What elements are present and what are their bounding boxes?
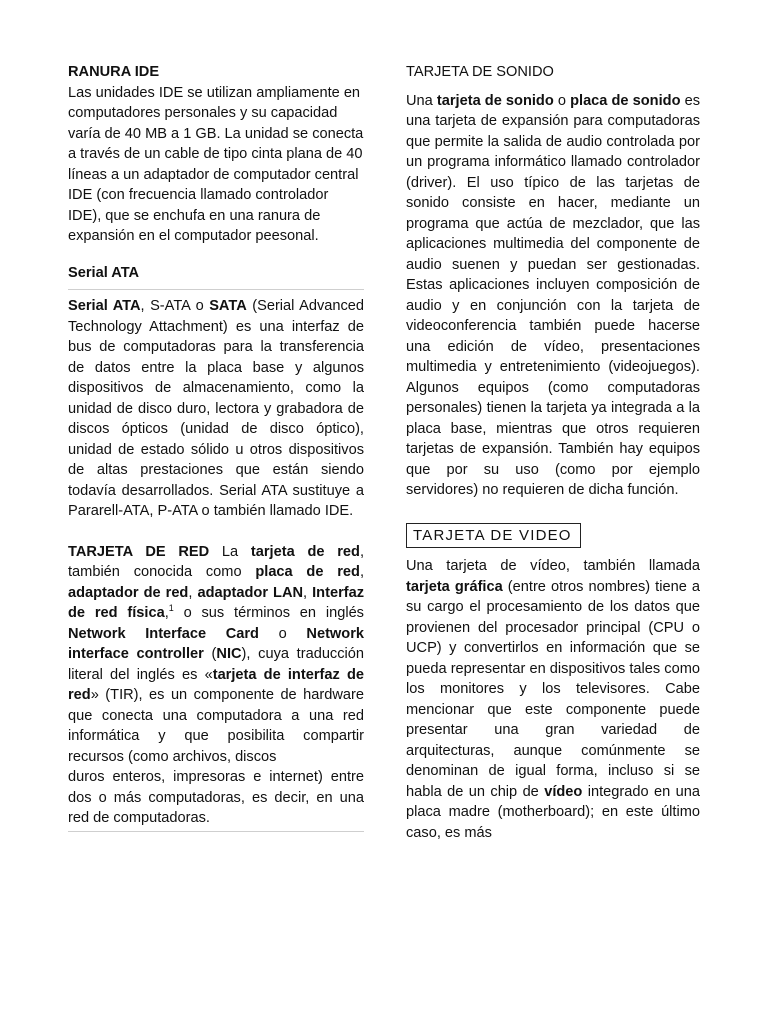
right-column <box>406 62 700 843</box>
video-body: Una tarjeta de vídeo, también llamada tarjeta gráfica (entre otros nombres) tiene a su cargo el procesamiento de los datos que provienen del procesador principal (CPU o UCP) y convertirlos en información que se pueda representar en dispositivos tales como los monitores y los televisores. Cabe mencionar que este componente puede presentar una gran variedad de arquitecturas, aunque comúnmente se denominan de igual forma, incluso si se habla de un chip de vídeo integrado en una placa madre (motherboard); en este último caso, es más <box>406 558 701 841</box>
left-column <box>68 62 364 832</box>
footnote-ref[interactable]: 1 <box>168 603 174 614</box>
section-tarjeta-de-red <box>68 542 364 832</box>
red-body-cont: duros enteros, impresoras e internet) entre dos o más computadoras, es decir, en una red de computadoras. <box>68 767 364 832</box>
sata-heading: Serial ATA <box>68 263 364 291</box>
section-ranura-ide <box>68 62 364 247</box>
ide-heading: RANURA IDE <box>68 64 160 80</box>
sata-body: Serial ATA, S-ATA o SATA (Serial Advanced Technology Attachment) es una interfaz de bus de computadoras para la transferencia de datos entre la placa base y algunos dispositivos de almacenamiento, como la unidad de disco duro, lectora y grabadora de discos ópticos (unidad de disco óptico), unidad de estado sólido u otros dispositivos de altas prestaciones que están siendo todavía desarrollados. Serial ATA sustituye a Pararell-ATA, P-ATA o también llamado IDE. <box>68 298 365 519</box>
section-serial-ata <box>68 263 364 522</box>
ide-body: Las unidades IDE se utilizan ampliamente en computadores personales y su capacidad varía de 40 MB a 1 GB. La unidad se conecta a través de un cable de tipo cinta plana de 40 líneas a un adaptador de computador central IDE (con frecuencia llamado controlador IDE), que se enchufa en una ranura de expansión en el computador peesonal. <box>68 84 364 244</box>
section-tarjeta-de-video <box>406 501 700 844</box>
red-body: TARJETA DE RED La tarjeta de red, también conocida como placa de red, adaptador de red, adaptador LAN, Interfaz de red física,$^1$ o sus términos en inglés Network Interface Card o Network interface controller (NIC), cuya traducción literal del inglés es «tarjeta de interfaz de red» (TIR), es un componente de hardware que conecta una computadora a una red informática y que posibilita compartir recursos (como archivos, discos <box>68 543 365 765</box>
sonido-heading: TARJETA DE SONIDO <box>406 64 554 80</box>
video-heading: TARJETA DE VIDEO <box>406 523 581 549</box>
sonido-body: Una tarjeta de sonido o placa de sonido es una tarjeta de expansión para computadoras que permite la salida de audio controlada por un programa informático llamado controlador (driver). El uso típico de las tarjetas de sonido consiste en hacer, mediante un programa que actúa de mezclador, que las aplicaciones multimedia del componente de audio suenen y puedan ser gestionadas. Estas aplicaciones incluyen composición de audio y en conjunción con la tarjeta de videoconferencia también puede hacerse una edición de vídeo, presentaciones multimedia y entretenimiento (videojuegos). Algunos equipos (como computadoras personales) tienen la tarjeta ya integrada a la placa base, mientras que otros requieren tarjetas de expansión. También hay equipos que por su uso (como por ejemplo servidores) no requieren de dicha función. <box>406 92 701 498</box>
section-tarjeta-de-sonido <box>406 62 700 501</box>
